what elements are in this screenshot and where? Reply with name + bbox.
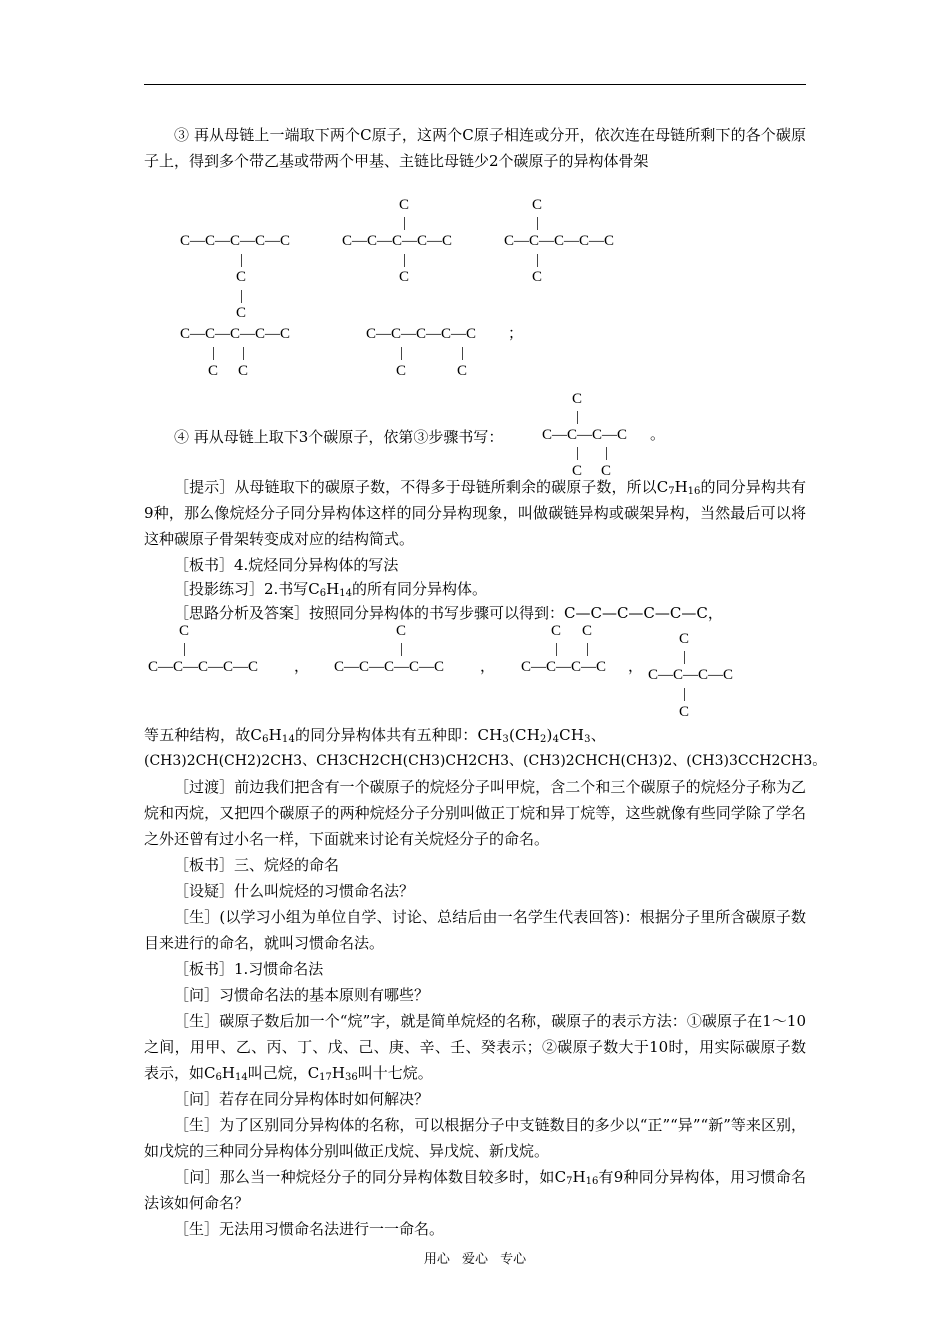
struct6-bar1: | (576, 445, 580, 461)
hex4-botbar: | (683, 686, 687, 702)
paragraph-step3: ③ 再从母链上一端取下两个C原子，这两个C原子相连或分开，依次连在母链所剩下的各个碳原子上，得到多个带乙基或带两个甲基、主链比母链少2个碳原子的异构体骨架 (144, 126, 806, 170)
struct2-botbar: | (403, 252, 407, 268)
five-structures-line2: (CH3)2CH(CH2)2CH3、CH3CH2CH(CH3)CH2CH3、(CH3)2CHCH(CH3)2、(CH3)3CCH2CH3。 (144, 753, 827, 769)
hex4-top: C (679, 631, 690, 647)
answer-habit-naming: ［生］(以学习小组为单位自学、讨论、总结后由一名学生代表回答)：根据分子里所含碳原子数目来进行的命名，就叫习惯命名法。 (144, 908, 806, 952)
hex3-top2: C (582, 623, 593, 639)
question-principles: ［问］习惯命名法的基本原则有哪些？ (174, 986, 430, 1004)
answer-principles: ［生］碳原子数后加一个“烷”字，就是简单烷烃的名称，碳原子的表示方法：①碳原子在1～10之间，用甲、乙、丙、丁、戊、己、庚、辛、壬、癸表示；②碳原子数大于10时，用实际碳原子数表示，如$C_6H_{14}$叫己烷，$C_{17}H_{36}$叫十七烷。 (144, 1012, 806, 1083)
board-isomer-writing: ［板书］4.烷烃同分异构体的写法 (174, 556, 399, 574)
struct1-branch2: C (236, 305, 247, 321)
struct3-main: C—C—C—C—C (504, 233, 615, 249)
hex3-top1: C (551, 623, 562, 639)
hex4-bottom: C (679, 704, 690, 720)
struct2-top: C (399, 197, 410, 213)
hex4-main: C—C—C—C (648, 667, 734, 683)
board-naming: ［板书］三、烷烃的命名 (174, 856, 340, 874)
struct5-bar1: | (400, 345, 404, 361)
struct6-period: 。 (650, 427, 666, 443)
struct1-main: C—C—C—C—C (180, 233, 291, 249)
struct4-bar1: | (212, 345, 216, 361)
struct5-semicolon: ； (508, 326, 524, 342)
struct4-bar2: | (242, 345, 246, 361)
header-rule (144, 84, 806, 85)
struct4-main: C—C—C—C—C (180, 326, 291, 342)
hex3-bar2: | (586, 641, 590, 657)
paragraph-transition: ［过渡］前边我们把含有一个碳原子的烷烃分子叫甲烷，含二个和三个碳原子的烷烃分子称为乙烷和丙烷，又把四个碳原子的两种烷烃分子分别叫做正丁烷和异丁烷等，这些就像有些同学除了学名之外还曾有过小名一样，下面就来讨论有关烷烃分子的命名。 (144, 778, 806, 848)
hex1-top: C (179, 623, 190, 639)
answer-isomers: ［生］为了区别同分异构体的名称，可以根据分子中支链数目的多少以“正”“异”“新”等来区别，如戊烷的三种同分异构体分别叫做正戊烷、异戊烷、新戊烷。 (144, 1116, 806, 1160)
struct5-branch1: C (396, 363, 407, 379)
struct1-bar1: | (240, 252, 244, 268)
question-many-isomers: ［问］那么当一种烷烃分子的同分异构体数目较多时，如$C_7H_{16}$有9种同分异构体，用习惯命名法该如何命名？ (144, 1168, 807, 1212)
question-habit-naming: ［设疑］什么叫烷烃的习惯命名法？ (174, 882, 415, 900)
paragraph-hint: ［提示］从母链取下的碳原子数，不得多于母链所剩余的碳原子数，所以$C_7H_{16}$的同分异构共有9种，那么像烷烃分子同分异构体这样的同分异构现象，叫做碳链异构或碳架异构，当然最后可以将这种碳原子骨架转变成对应的结构简式。 (144, 478, 806, 548)
struct3-topbar: | (536, 215, 540, 231)
projection-exercise: ［投影练习］2.书写$C_6H_{14}$的所有同分异构体。 (174, 580, 488, 599)
struct4-branch2: C (238, 363, 249, 379)
struct2-main: C—C—C—C—C (342, 233, 453, 249)
struct2-bottom: C (399, 269, 410, 285)
struct6-branch2: C (601, 463, 612, 479)
struct5-main: C—C—C—C—C (366, 326, 477, 342)
struct5-bar2: | (461, 345, 465, 361)
struct6-main: C—C—C—C (542, 427, 628, 443)
hex2-bar: | (400, 641, 404, 657)
page-footer: 用心 爱心 专心 (423, 1252, 527, 1267)
struct6-branch1: C (572, 463, 583, 479)
hex1-comma: ， (294, 659, 310, 675)
five-structures-line1: 等五种结构，故$C_6H_{14}$的同分异构体共有五种即：$CH_3(CH_2)_4CH_3$、 (144, 726, 606, 745)
struct5-branch2: C (457, 363, 468, 379)
hex2-comma: ， (480, 659, 496, 675)
struct6-topbar: | (576, 409, 580, 425)
struct6-top: C (572, 391, 583, 407)
board-habit-naming: ［板书］1.习惯命名法 (174, 960, 324, 978)
hex3-comma: ， (628, 659, 644, 675)
struct6-bar2: | (605, 445, 609, 461)
hex2-main: C—C—C—C—C (334, 659, 445, 675)
analysis-answer: ［思路分析及答案］按照同分异构体的书写步骤可以得到：C—C—C—C—C—C， (174, 604, 723, 622)
hex2-top: C (396, 623, 407, 639)
struct3-top: C (532, 197, 543, 213)
struct1-branch1: C (236, 269, 247, 285)
struct3-bottom: C (532, 269, 543, 285)
question-isomers: ［问］若存在同分异构体时如何解决？ (174, 1090, 430, 1108)
hex3-bar1: | (555, 641, 559, 657)
struct4-branch1: C (208, 363, 219, 379)
struct3-botbar: | (536, 252, 540, 268)
answer-many-isomers: ［生］无法用习惯命名法进行一一命名。 (174, 1220, 445, 1238)
struct2-topbar: | (403, 215, 407, 231)
hex4-topbar: | (683, 649, 687, 665)
paragraph-step4: ④ 再从母链上取下3个碳原子，依第③步骤书写： (174, 428, 504, 446)
hex1-main: C—C—C—C—C (148, 659, 259, 675)
hex3-main: C—C—C—C (521, 659, 607, 675)
struct1-bar2: | (240, 288, 244, 304)
hex1-bar: | (183, 641, 187, 657)
